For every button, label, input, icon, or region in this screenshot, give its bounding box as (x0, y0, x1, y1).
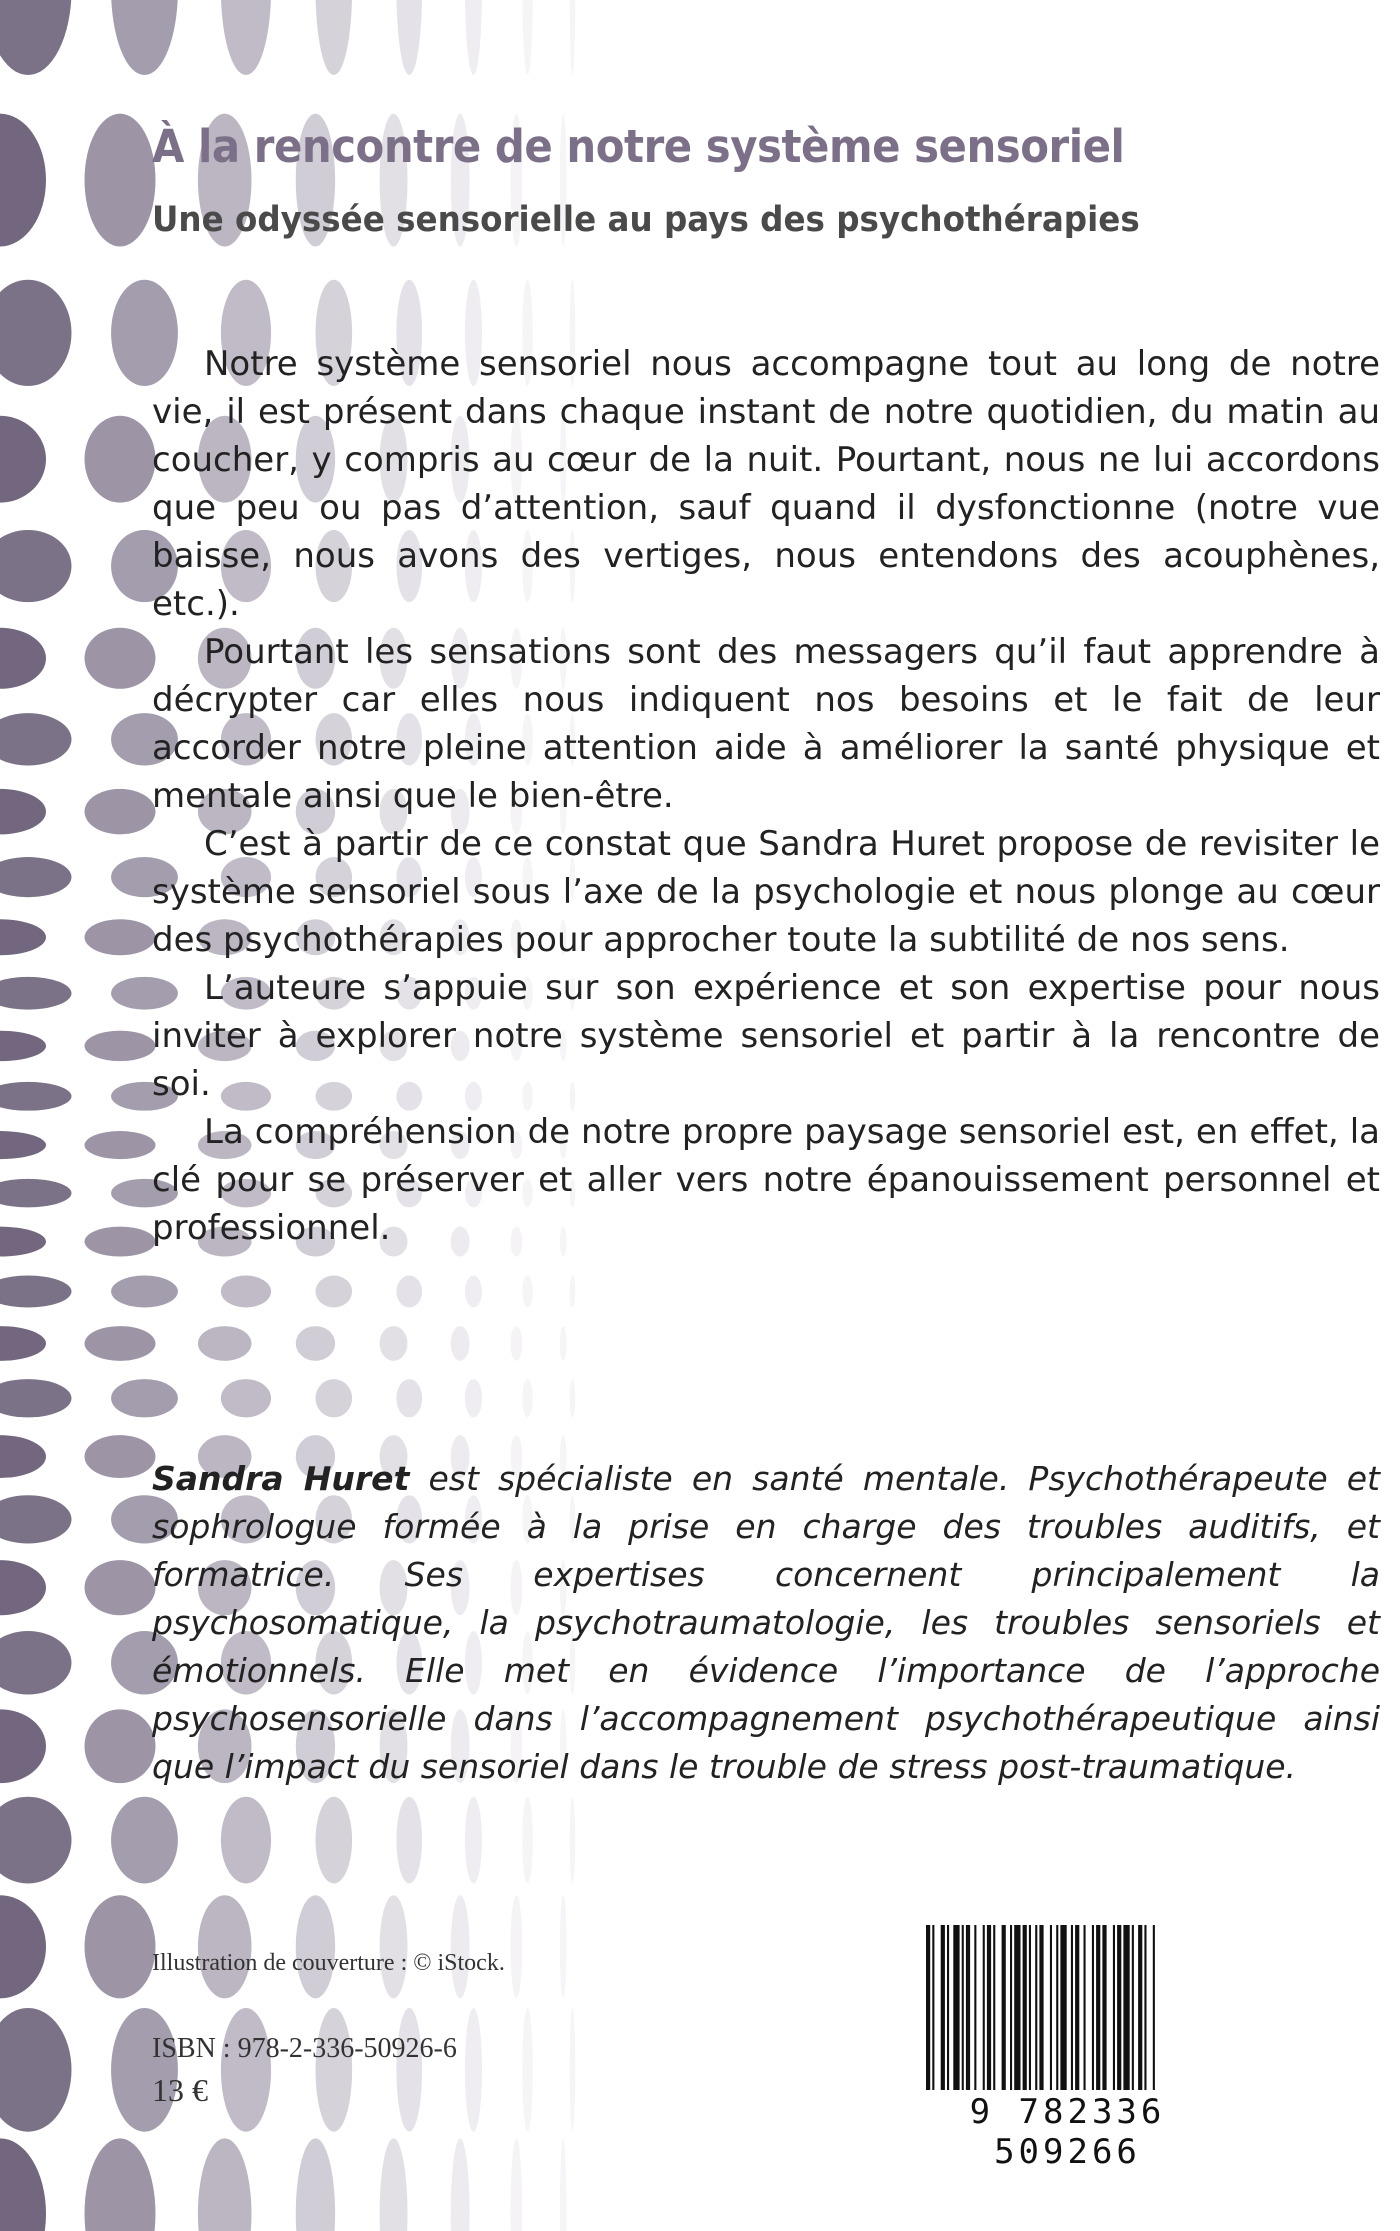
background-dot (570, 2008, 576, 2132)
background-dot (85, 628, 156, 689)
background-dot (0, 857, 71, 897)
background-dot (522, 1379, 532, 1417)
background-dot (0, 1131, 46, 1159)
background-dot (465, 2008, 482, 2132)
barcode-bar (1092, 1925, 1094, 2090)
background-dot (380, 1895, 408, 1998)
barcode-bar (941, 1925, 945, 2090)
author-bio (152, 1455, 1380, 1815)
background-dot (221, 1379, 271, 1417)
barcode-bar (1002, 1925, 1006, 2090)
barcode-bar (993, 1925, 995, 2090)
background-dot (111, 0, 178, 75)
barcode-bar (1029, 1925, 1031, 2090)
background-dot (380, 1326, 408, 1361)
barcode-bar (1050, 1925, 1052, 2090)
barcode-bar (1039, 1925, 1043, 2090)
background-dot (111, 1379, 178, 1417)
background-dot (0, 416, 46, 503)
background-dot (0, 2138, 46, 2231)
author-name: Sandra Huret (152, 1459, 410, 1498)
background-dot (0, 1379, 71, 1417)
background-dot (85, 114, 156, 247)
barcode-bar (974, 1925, 976, 2090)
barcode-bar (1117, 1925, 1121, 2090)
barcode-bar (1113, 1925, 1115, 2090)
blurb-paragraph: La compréhension de notre propre paysage sensoriel est, en effet, la clé pour se préserver et aller vers notre épanouissement personnel et professionnel. (152, 1112, 1380, 1248)
barcode-bar (926, 1925, 930, 2090)
background-dot (0, 1326, 46, 1361)
background-dot (0, 1797, 71, 1884)
background-dot (0, 713, 71, 765)
background-dot (85, 1131, 156, 1159)
barcode-bar (1123, 1925, 1129, 2090)
background-dot (0, 789, 46, 834)
background-dot (0, 1276, 71, 1308)
barcode-bar (1132, 1925, 1134, 2090)
background-dot (0, 1031, 46, 1061)
background-dot (510, 2138, 522, 2231)
background-dot (0, 1227, 46, 1257)
background-dot (570, 0, 576, 75)
background-dot (296, 1895, 335, 1998)
barcode-bar (987, 1925, 991, 2090)
barcode-bar (1138, 1925, 1142, 2090)
background-dot (396, 0, 422, 75)
background-dot (85, 1227, 156, 1257)
background-dot (0, 1179, 71, 1208)
background-dot (560, 1895, 566, 1998)
barcode-bar (1084, 1925, 1086, 2090)
background-dot (316, 0, 353, 75)
background-dot (0, 0, 71, 75)
background-dot (85, 1560, 156, 1615)
blurb-paragraph: Pourtant les sensations sont des messagers qu’il faut apprendre à décrypter car elles nous indiquent nos besoins et le fait de leur accorder notre pleine attention aide à améliorer la santé physique et mentale ainsi que le bien-être. (152, 632, 1380, 816)
blurb-paragraph: Notre système sensoriel nous accompagne tout au long de notre vie, il est présent dans chaque instant de notre quotidien, du matin au coucher, y compris au cœur de la nuit. Pourtant, nous ne lui accordons que peu ou pas d’attention, sauf quand il dysfonctionne (notre vue baisse, nous avons des vertiges, nous entendons des acouphènes, etc.). (152, 344, 1380, 624)
barcode-bar (1014, 1925, 1020, 2090)
blurb-paragraph: C’est à partir de ce constat que Sandra Huret propose de revisiter le système sensoriel sous l’axe de la psychologie et nous plonge au cœur des psychothérapies pour approcher toute la subtilité de nos sens. (152, 824, 1380, 960)
background-dot (396, 1379, 422, 1417)
barcode-bar (966, 1925, 970, 2090)
background-dot (0, 1495, 71, 1543)
background-dot (0, 1709, 46, 1783)
background-dot (198, 2138, 252, 2231)
background-dot (451, 1895, 470, 1998)
barcode-bar (1023, 1925, 1027, 2090)
background-dot (85, 416, 156, 503)
background-dot (85, 1709, 156, 1783)
barcode-bar (1144, 1925, 1146, 2090)
background-dot (85, 2138, 156, 2231)
background-dot (522, 2008, 532, 2132)
background-dot (85, 1326, 156, 1361)
barcode-bar (983, 1925, 985, 2090)
background-dot (0, 1082, 71, 1111)
background-dot (316, 2008, 353, 2132)
background-dot (0, 977, 71, 1010)
barcode-bar (1153, 1925, 1155, 2090)
background-dot (0, 1895, 46, 1998)
barcode-bar (962, 1925, 964, 2090)
background-dot (85, 919, 156, 955)
background-dot (510, 1326, 522, 1361)
book-title: À la rencontre de notre système sensoriel (152, 120, 1125, 173)
barcode-bar (1056, 1925, 1058, 2090)
background-dot (465, 1379, 482, 1417)
background-dot (198, 1326, 252, 1361)
background-dot (510, 1895, 522, 1998)
background-dot (85, 1435, 156, 1478)
background-dot (0, 280, 71, 386)
barcode-digits: 9 782336 509266 (900, 2092, 1235, 2172)
background-dot (380, 2138, 408, 2231)
background-dot (0, 2008, 71, 2132)
background-dot (465, 0, 482, 75)
background-dot (111, 2008, 178, 2132)
barcode-bar (953, 1925, 959, 2090)
barcode-bar (1035, 1925, 1037, 2090)
barcode-bar (947, 1925, 949, 2090)
background-dot (0, 114, 46, 247)
background-dot (560, 1326, 566, 1361)
background-dot (0, 530, 71, 602)
background-dot (316, 1379, 353, 1417)
background-dot (451, 1326, 470, 1361)
barcode-bar (1075, 1925, 1079, 2090)
background-dot (198, 1895, 252, 1998)
back-cover-blurb (152, 340, 1380, 1300)
barcode-bar (1071, 1925, 1073, 2090)
barcode-bar (1060, 1925, 1066, 2090)
background-dot (85, 789, 156, 834)
background-dot (560, 2138, 566, 2231)
author-bio-text: est spécialiste en santé mentale. Psychothérapeute et sophrologue formée à la prise en charge des troubles auditifs, et formatrice. Ses expertises concernent principalement la psychosomatique, la psychotraumatologie, les troubles sensoriels et émotionnels. Elle met en évidence l’importance de l’approche psychosensorielle dans l’accompagnement psychothérapeutique ainsi que l’impact du sensoriel dans le trouble de stress post-traumatique. (152, 1459, 1380, 1786)
background-dot (221, 2008, 271, 2132)
background-dot (0, 1560, 46, 1615)
background-dot (296, 2138, 335, 2231)
barcode-bar (932, 1925, 934, 2090)
barcode-bar (1010, 1925, 1012, 2090)
background-dot (85, 1895, 156, 1998)
isbn: ISBN : 978-2-336-50926-6 (152, 2033, 457, 2064)
background-dot (0, 1435, 46, 1478)
background-dot (296, 1326, 335, 1361)
price: 13 € (152, 2072, 208, 2108)
book-subtitle: Une odyssée sensorielle au pays des psychothérapies (152, 200, 1140, 240)
background-dot (451, 2138, 470, 2231)
blurb-paragraph: L’auteure s’appuie sur son expérience et son expertise pour nous inviter à explorer notre système sensoriel et partir à la rencontre de soi. (152, 968, 1380, 1104)
background-dot (85, 1031, 156, 1061)
cover-illustration-credit: Illustration de couverture : © iStock. (152, 1950, 505, 1976)
background-dot (0, 1631, 71, 1694)
background-dot (221, 0, 271, 75)
background-dot (0, 919, 46, 955)
background-dot (0, 628, 46, 689)
barcode-bar (1096, 1925, 1100, 2090)
background-dot (570, 1379, 576, 1417)
barcode-bar (1102, 1925, 1106, 2090)
background-dot (522, 0, 532, 75)
background-dot (396, 2008, 422, 2132)
